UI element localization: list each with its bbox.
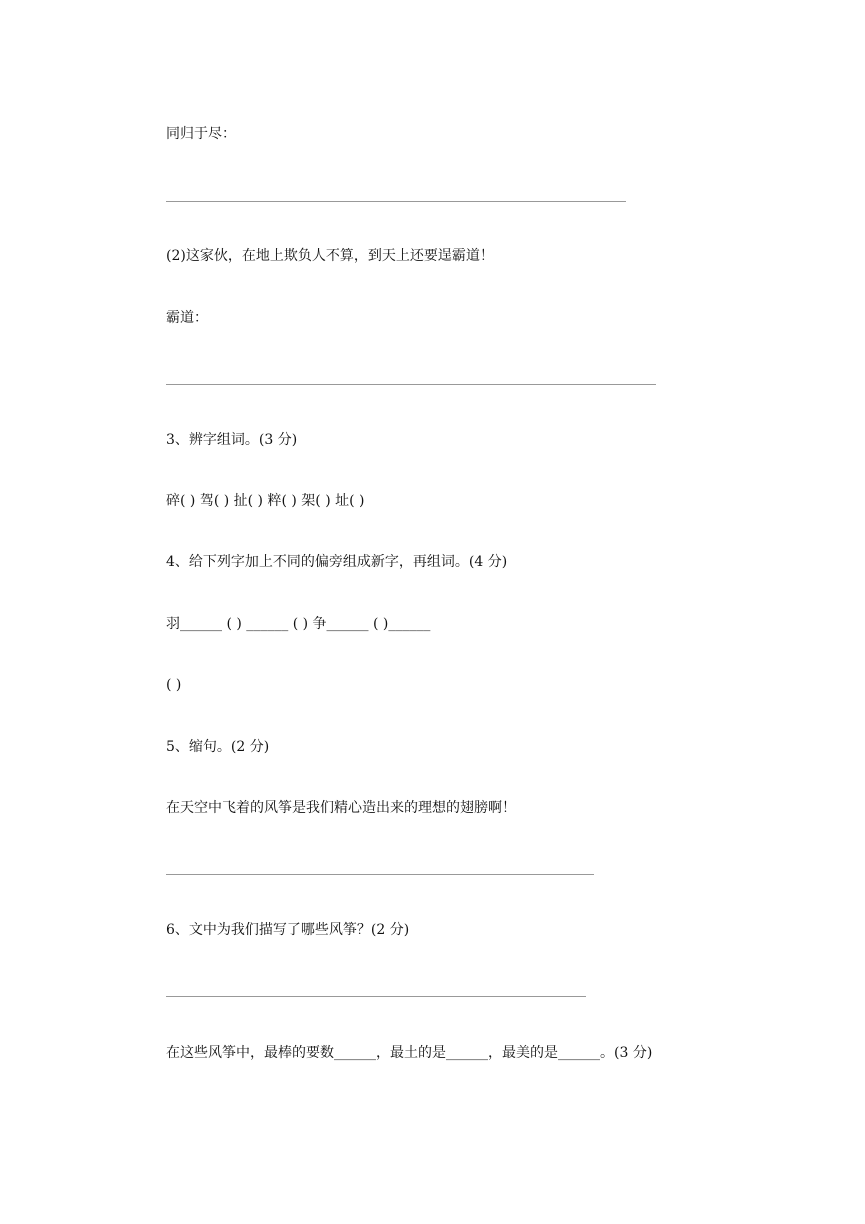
q3-title: 3、辨字组词。(3 分) — [166, 432, 298, 448]
q5-sentence: 在天空中飞着的风筝是我们精心造出来的理想的翅膀啊！ — [166, 800, 516, 816]
q2-2-answer-line[interactable] — [166, 384, 656, 385]
q2-2-label: 霸道： — [166, 310, 208, 326]
q5-title: 5、缩句。(2 分) — [166, 739, 270, 755]
q4-content-wrap[interactable]: ( ) — [166, 677, 182, 693]
q6-fill-blanks[interactable]: 在这些风筝中，最棒的要数______，最土的是______，最美的是______。(3 分) — [166, 1045, 653, 1061]
q6-answer-line[interactable] — [166, 996, 586, 997]
q2-1-label: 同归于尽： — [166, 126, 236, 142]
q4-content[interactable]: 羽______ ( ) ______ ( ) 争______ ( )______ — [166, 616, 431, 632]
q3-content[interactable]: 碎( ) 驾( ) 扯( ) 粹( ) 架( ) 址( ) — [166, 493, 365, 509]
q2-2-sentence: (2)这家伙，在地上欺负人不算，到天上还要逞霸道！ — [166, 248, 494, 264]
q6-title: 6、文中为我们描写了哪些风筝？(2 分) — [166, 922, 410, 938]
q2-1-answer-line[interactable] — [166, 201, 626, 202]
q5-answer-line[interactable] — [166, 874, 594, 875]
q4-title: 4、给下列字加上不同的偏旁组成新字，再组词。(4 分) — [166, 554, 508, 570]
